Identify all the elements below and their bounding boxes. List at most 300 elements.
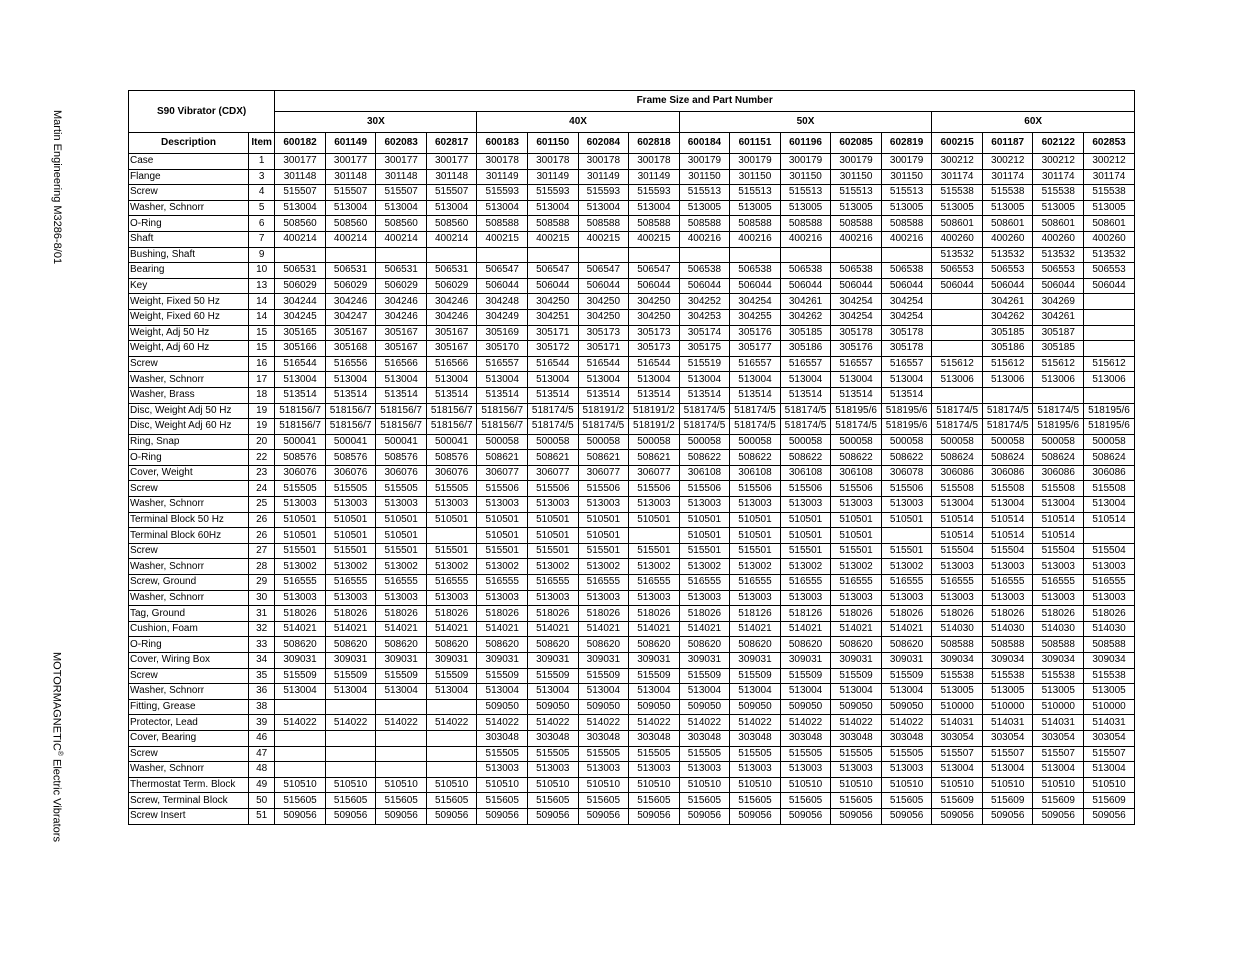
part-cell: 510514 bbox=[982, 528, 1033, 544]
part-cell bbox=[629, 528, 680, 544]
part-cell: 400260 bbox=[932, 231, 983, 247]
part-cell: 513514 bbox=[325, 387, 376, 403]
part-cell: 515508 bbox=[1033, 481, 1084, 497]
part-cell: 508588 bbox=[730, 216, 781, 232]
part-cell: 513004 bbox=[376, 684, 427, 700]
row-description: Protector, Lead bbox=[129, 715, 249, 731]
part-cell: 515505 bbox=[528, 746, 579, 762]
product-line-rest: Electric Vibrators bbox=[50, 755, 63, 842]
part-cell: 510501 bbox=[275, 528, 326, 544]
part-cell: 400216 bbox=[730, 231, 781, 247]
part-cell: 309031 bbox=[376, 653, 427, 669]
part-cell: 516566 bbox=[426, 356, 477, 372]
part-cell: 514022 bbox=[426, 715, 477, 731]
row-description: Washer, Schnorr bbox=[129, 372, 249, 388]
part-cell: 301148 bbox=[325, 169, 376, 185]
part-cell: 513004 bbox=[629, 684, 680, 700]
table-row bbox=[129, 309, 1135, 325]
part-cell: 515505 bbox=[730, 746, 781, 762]
part-cell: 506531 bbox=[376, 263, 427, 279]
part-cell: 309031 bbox=[325, 653, 376, 669]
part-cell: 506538 bbox=[780, 263, 831, 279]
row-item-number: 27 bbox=[249, 543, 275, 559]
row-description: Screw bbox=[129, 543, 249, 559]
row-item-number: 26 bbox=[249, 512, 275, 528]
table-row bbox=[129, 684, 1135, 700]
part-cell: 305185 bbox=[982, 325, 1033, 341]
part-cell: 306076 bbox=[426, 465, 477, 481]
part-cell: 514022 bbox=[376, 715, 427, 731]
part-cell: 508624 bbox=[982, 450, 1033, 466]
part-cell: 510501 bbox=[275, 512, 326, 528]
part-cell: 510000 bbox=[1084, 699, 1135, 715]
frame-60x: 60X bbox=[932, 112, 1135, 133]
part-cell: 305185 bbox=[1033, 341, 1084, 357]
part-cell: 510501 bbox=[376, 528, 427, 544]
part-cell: 513004 bbox=[578, 684, 629, 700]
table-row bbox=[129, 762, 1135, 778]
part-cell bbox=[730, 247, 781, 263]
part-cell: 513003 bbox=[426, 590, 477, 606]
part-cell: 514030 bbox=[1033, 621, 1084, 637]
part-cell: 309031 bbox=[477, 653, 528, 669]
part-cell: 510501 bbox=[679, 528, 730, 544]
part-cell: 506044 bbox=[730, 278, 781, 294]
part-cell: 513003 bbox=[1084, 590, 1135, 606]
part-cell: 514021 bbox=[629, 621, 680, 637]
part-cell: 506538 bbox=[881, 263, 932, 279]
part-cell: 513003 bbox=[275, 590, 326, 606]
row-item-number: 13 bbox=[249, 278, 275, 294]
part-cell: 304262 bbox=[982, 309, 1033, 325]
part-cell: 513003 bbox=[780, 762, 831, 778]
part-cell: 506531 bbox=[325, 263, 376, 279]
frame-header: Frame Size and Part Number bbox=[275, 91, 1135, 112]
part-cell: 516555 bbox=[629, 575, 680, 591]
part-cell: 518026 bbox=[578, 606, 629, 622]
part-cell: 304250 bbox=[629, 294, 680, 310]
part-cell: 508620 bbox=[477, 637, 528, 653]
part-cell: 516555 bbox=[982, 575, 1033, 591]
row-item-number: 15 bbox=[249, 341, 275, 357]
part-cell: 510501 bbox=[426, 512, 477, 528]
part-cell: 508620 bbox=[426, 637, 477, 653]
part-cell: 515505 bbox=[275, 481, 326, 497]
table-row bbox=[129, 341, 1135, 357]
part-cell bbox=[275, 247, 326, 263]
part-cell bbox=[426, 762, 477, 778]
part-cell: 506531 bbox=[275, 263, 326, 279]
part-cell: 515538 bbox=[982, 668, 1033, 684]
part-cell: 306076 bbox=[325, 465, 376, 481]
part-cell: 515509 bbox=[881, 668, 932, 684]
part-cell: 516557 bbox=[780, 356, 831, 372]
part-cell: 518174/5 bbox=[730, 419, 781, 435]
part-cell: 513514 bbox=[881, 387, 932, 403]
part-cell: 509056 bbox=[578, 808, 629, 824]
part-number-header: 600184 bbox=[679, 133, 730, 154]
part-cell: 516557 bbox=[730, 356, 781, 372]
part-cell: 513003 bbox=[831, 590, 882, 606]
part-cell: 515538 bbox=[932, 185, 983, 201]
part-cell: 518174/5 bbox=[730, 403, 781, 419]
row-description: Weight, Fixed 50 Hz bbox=[129, 294, 249, 310]
part-cell: 515538 bbox=[982, 185, 1033, 201]
part-cell: 513004 bbox=[426, 200, 477, 216]
part-cell: 510510 bbox=[1033, 777, 1084, 793]
row-description: Key bbox=[129, 278, 249, 294]
part-cell: 510501 bbox=[477, 512, 528, 528]
part-cell: 515609 bbox=[982, 793, 1033, 809]
part-cell: 514021 bbox=[275, 621, 326, 637]
row-description: Terminal Block 60Hz bbox=[129, 528, 249, 544]
part-cell: 513003 bbox=[1033, 559, 1084, 575]
table-row bbox=[129, 200, 1135, 216]
part-cell: 515501 bbox=[578, 543, 629, 559]
part-cell: 500058 bbox=[932, 434, 983, 450]
part-cell: 516555 bbox=[528, 575, 579, 591]
part-number-header: 601149 bbox=[325, 133, 376, 154]
part-number-header: 602817 bbox=[426, 133, 477, 154]
part-cell: 305174 bbox=[679, 325, 730, 341]
part-cell: 513002 bbox=[780, 559, 831, 575]
table-row bbox=[129, 746, 1135, 762]
part-cell: 304261 bbox=[982, 294, 1033, 310]
part-cell: 500058 bbox=[477, 434, 528, 450]
part-cell: 516557 bbox=[477, 356, 528, 372]
part-cell: 513003 bbox=[325, 497, 376, 513]
part-cell: 513005 bbox=[730, 200, 781, 216]
row-item-number: 33 bbox=[249, 637, 275, 653]
part-cell: 518174/5 bbox=[528, 403, 579, 419]
part-cell: 305187 bbox=[1033, 325, 1084, 341]
part-cell: 506553 bbox=[982, 263, 1033, 279]
part-cell: 515506 bbox=[881, 481, 932, 497]
part-cell: 508624 bbox=[932, 450, 983, 466]
part-cell: 510501 bbox=[578, 528, 629, 544]
part-cell: 300178 bbox=[578, 154, 629, 170]
part-cell: 513006 bbox=[982, 372, 1033, 388]
part-cell: 305167 bbox=[376, 325, 427, 341]
part-cell: 305173 bbox=[629, 341, 680, 357]
part-cell: 515504 bbox=[1084, 543, 1135, 559]
part-cell: 305175 bbox=[679, 341, 730, 357]
table-row bbox=[129, 543, 1135, 559]
part-cell: 518156/7 bbox=[275, 419, 326, 435]
part-cell: 513006 bbox=[932, 372, 983, 388]
part-number-header: 601196 bbox=[780, 133, 831, 154]
part-cell bbox=[376, 699, 427, 715]
part-cell: 513002 bbox=[426, 559, 477, 575]
part-cell: 515513 bbox=[730, 185, 781, 201]
part-cell: 516557 bbox=[831, 356, 882, 372]
part-cell: 300212 bbox=[1084, 154, 1135, 170]
table-row bbox=[129, 590, 1135, 606]
part-cell: 500058 bbox=[1084, 434, 1135, 450]
part-cell: 309031 bbox=[528, 653, 579, 669]
part-cell: 515509 bbox=[730, 668, 781, 684]
part-cell: 508622 bbox=[831, 450, 882, 466]
part-cell: 509056 bbox=[881, 808, 932, 824]
part-cell: 500058 bbox=[881, 434, 932, 450]
part-cell: 518026 bbox=[679, 606, 730, 622]
part-cell: 518026 bbox=[982, 606, 1033, 622]
part-cell: 500041 bbox=[275, 434, 326, 450]
part-cell: 514021 bbox=[881, 621, 932, 637]
part-cell: 510501 bbox=[831, 528, 882, 544]
part-cell: 513004 bbox=[325, 684, 376, 700]
table-row bbox=[129, 387, 1135, 403]
table-row bbox=[129, 372, 1135, 388]
part-cell: 306077 bbox=[578, 465, 629, 481]
part-cell: 400215 bbox=[477, 231, 528, 247]
part-cell: 518156/7 bbox=[275, 403, 326, 419]
part-cell bbox=[376, 746, 427, 762]
row-item-number: 7 bbox=[249, 231, 275, 247]
part-cell: 514030 bbox=[1084, 621, 1135, 637]
part-cell bbox=[325, 699, 376, 715]
part-cell: 305176 bbox=[831, 341, 882, 357]
part-cell: 309034 bbox=[1084, 653, 1135, 669]
part-cell: 515605 bbox=[376, 793, 427, 809]
part-cell: 518156/7 bbox=[325, 419, 376, 435]
row-item-number: 16 bbox=[249, 356, 275, 372]
row-item-number: 19 bbox=[249, 403, 275, 419]
part-cell: 400214 bbox=[426, 231, 477, 247]
part-cell: 516555 bbox=[426, 575, 477, 591]
part-cell: 309034 bbox=[982, 653, 1033, 669]
part-cell: 518195/6 bbox=[881, 419, 932, 435]
part-number-header: 602084 bbox=[578, 133, 629, 154]
part-cell: 509050 bbox=[831, 699, 882, 715]
part-cell: 509050 bbox=[679, 699, 730, 715]
row-description: Fitting, Grease bbox=[129, 699, 249, 715]
part-cell: 518126 bbox=[780, 606, 831, 622]
part-cell: 518174/5 bbox=[679, 419, 730, 435]
part-cell: 515505 bbox=[376, 481, 427, 497]
part-cell: 513003 bbox=[376, 590, 427, 606]
row-item-number: 17 bbox=[249, 372, 275, 388]
part-cell: 513004 bbox=[730, 684, 781, 700]
part-cell: 303048 bbox=[528, 730, 579, 746]
part-cell: 400260 bbox=[1084, 231, 1135, 247]
part-cell: 513004 bbox=[932, 762, 983, 778]
row-item-number: 49 bbox=[249, 777, 275, 793]
row-item-number: 4 bbox=[249, 185, 275, 201]
table-row bbox=[129, 356, 1135, 372]
part-cell: 515505 bbox=[679, 746, 730, 762]
part-cell: 513004 bbox=[477, 200, 528, 216]
part-cell: 513004 bbox=[376, 200, 427, 216]
part-cell: 305167 bbox=[376, 341, 427, 357]
part-cell: 510000 bbox=[982, 699, 1033, 715]
table-row bbox=[129, 294, 1135, 310]
part-cell: 509050 bbox=[780, 699, 831, 715]
part-cell: 508588 bbox=[881, 216, 932, 232]
part-cell: 509056 bbox=[932, 808, 983, 824]
row-item-number: 15 bbox=[249, 325, 275, 341]
part-cell: 514022 bbox=[831, 715, 882, 731]
part-cell: 303048 bbox=[477, 730, 528, 746]
row-description: Disc, Weight Adj 60 Hz bbox=[129, 419, 249, 435]
part-cell: 515605 bbox=[477, 793, 528, 809]
part-cell: 305173 bbox=[578, 325, 629, 341]
row-description: Screw bbox=[129, 185, 249, 201]
part-cell: 518174/5 bbox=[932, 403, 983, 419]
part-cell: 513004 bbox=[376, 372, 427, 388]
part-cell: 508620 bbox=[325, 637, 376, 653]
part-cell: 305166 bbox=[275, 341, 326, 357]
part-cell: 510501 bbox=[780, 512, 831, 528]
row-description: Screw, Terminal Block bbox=[129, 793, 249, 809]
part-cell: 513514 bbox=[780, 387, 831, 403]
table-row bbox=[129, 247, 1135, 263]
part-cell: 400214 bbox=[275, 231, 326, 247]
row-description: Cover, Weight bbox=[129, 465, 249, 481]
registered-mark: ® bbox=[56, 750, 63, 756]
part-cell: 515501 bbox=[426, 543, 477, 559]
part-cell: 516555 bbox=[578, 575, 629, 591]
part-cell: 518174/5 bbox=[780, 403, 831, 419]
part-cell: 516555 bbox=[679, 575, 730, 591]
part-cell: 500058 bbox=[679, 434, 730, 450]
part-cell: 306076 bbox=[275, 465, 326, 481]
part-cell: 513004 bbox=[528, 372, 579, 388]
part-cell: 514022 bbox=[325, 715, 376, 731]
part-cell: 518195/6 bbox=[831, 403, 882, 419]
part-cell: 510514 bbox=[932, 512, 983, 528]
part-cell: 515507 bbox=[932, 746, 983, 762]
part-cell: 309031 bbox=[881, 653, 932, 669]
part-cell: 506044 bbox=[679, 278, 730, 294]
part-cell: 514031 bbox=[932, 715, 983, 731]
part-cell: 513514 bbox=[831, 387, 882, 403]
part-cell: 515513 bbox=[780, 185, 831, 201]
part-cell: 518026 bbox=[426, 606, 477, 622]
part-cell: 303054 bbox=[932, 730, 983, 746]
part-cell bbox=[1084, 309, 1135, 325]
row-item-number: 23 bbox=[249, 465, 275, 481]
row-item-number: 10 bbox=[249, 263, 275, 279]
part-cell: 515501 bbox=[528, 543, 579, 559]
part-cell: 514022 bbox=[578, 715, 629, 731]
part-cell: 506044 bbox=[629, 278, 680, 294]
row-item-number: 25 bbox=[249, 497, 275, 513]
part-cell: 303048 bbox=[578, 730, 629, 746]
part-cell: 518026 bbox=[275, 606, 326, 622]
table-row bbox=[129, 419, 1135, 435]
part-cell: 304250 bbox=[528, 294, 579, 310]
row-description: Screw bbox=[129, 746, 249, 762]
part-cell: 301174 bbox=[1084, 169, 1135, 185]
part-cell: 508601 bbox=[932, 216, 983, 232]
table-row bbox=[129, 497, 1135, 513]
part-cell: 508601 bbox=[982, 216, 1033, 232]
part-cell: 509056 bbox=[528, 808, 579, 824]
part-cell: 516555 bbox=[325, 575, 376, 591]
part-cell: 309031 bbox=[275, 653, 326, 669]
part-cell: 506538 bbox=[831, 263, 882, 279]
part-cell: 508620 bbox=[578, 637, 629, 653]
part-cell: 513004 bbox=[780, 684, 831, 700]
part-cell: 515506 bbox=[831, 481, 882, 497]
part-cell: 300212 bbox=[982, 154, 1033, 170]
part-cell: 513003 bbox=[982, 559, 1033, 575]
part-cell: 513004 bbox=[831, 684, 882, 700]
part-cell: 515504 bbox=[1033, 543, 1084, 559]
part-cell: 304254 bbox=[730, 294, 781, 310]
part-cell: 305167 bbox=[325, 325, 376, 341]
part-cell: 506029 bbox=[275, 278, 326, 294]
part-number-header: 602818 bbox=[629, 133, 680, 154]
part-cell: 509056 bbox=[780, 808, 831, 824]
part-cell: 518026 bbox=[881, 606, 932, 622]
part-cell: 515505 bbox=[325, 481, 376, 497]
table-row bbox=[129, 434, 1135, 450]
part-cell: 510501 bbox=[881, 512, 932, 528]
row-item-number: 1 bbox=[249, 154, 275, 170]
part-cell: 513006 bbox=[1033, 372, 1084, 388]
part-cell bbox=[325, 762, 376, 778]
part-cell: 515612 bbox=[1084, 356, 1135, 372]
part-cell: 515513 bbox=[831, 185, 882, 201]
part-cell: 509056 bbox=[1033, 808, 1084, 824]
part-cell: 508588 bbox=[780, 216, 831, 232]
part-cell: 513003 bbox=[932, 559, 983, 575]
part-cell: 515509 bbox=[426, 668, 477, 684]
part-cell: 513003 bbox=[679, 590, 730, 606]
part-number-header: 602085 bbox=[831, 133, 882, 154]
part-cell: 508588 bbox=[1084, 637, 1135, 653]
part-cell: 515509 bbox=[477, 668, 528, 684]
part-number-header: 602122 bbox=[1033, 133, 1084, 154]
part-cell: 513005 bbox=[881, 200, 932, 216]
part-cell: 506044 bbox=[831, 278, 882, 294]
part-cell: 513003 bbox=[578, 762, 629, 778]
part-cell: 518195/6 bbox=[1084, 419, 1135, 435]
part-cell: 514031 bbox=[1033, 715, 1084, 731]
part-cell bbox=[426, 528, 477, 544]
part-cell: 301148 bbox=[376, 169, 427, 185]
table-row bbox=[129, 808, 1135, 824]
part-cell: 518191/2 bbox=[629, 419, 680, 435]
part-cell: 506044 bbox=[1084, 278, 1135, 294]
part-cell: 515593 bbox=[629, 185, 680, 201]
part-cell: 514022 bbox=[275, 715, 326, 731]
part-cell: 513005 bbox=[831, 200, 882, 216]
part-cell: 509050 bbox=[730, 699, 781, 715]
part-cell: 513004 bbox=[780, 372, 831, 388]
part-cell bbox=[679, 247, 730, 263]
part-cell: 515501 bbox=[629, 543, 680, 559]
part-cell: 500058 bbox=[730, 434, 781, 450]
part-cell: 515605 bbox=[780, 793, 831, 809]
part-cell: 515506 bbox=[629, 481, 680, 497]
part-cell: 515509 bbox=[376, 668, 427, 684]
part-cell: 303054 bbox=[982, 730, 1033, 746]
part-cell: 510514 bbox=[1033, 512, 1084, 528]
part-cell: 508620 bbox=[730, 637, 781, 653]
table-row bbox=[129, 231, 1135, 247]
part-cell: 304254 bbox=[881, 294, 932, 310]
part-cell: 510000 bbox=[1033, 699, 1084, 715]
part-cell: 306086 bbox=[1084, 465, 1135, 481]
part-cell: 510510 bbox=[477, 777, 528, 793]
part-cell: 513002 bbox=[881, 559, 932, 575]
part-cell bbox=[1084, 294, 1135, 310]
part-cell: 513002 bbox=[275, 559, 326, 575]
part-cell: 518156/7 bbox=[426, 419, 477, 435]
